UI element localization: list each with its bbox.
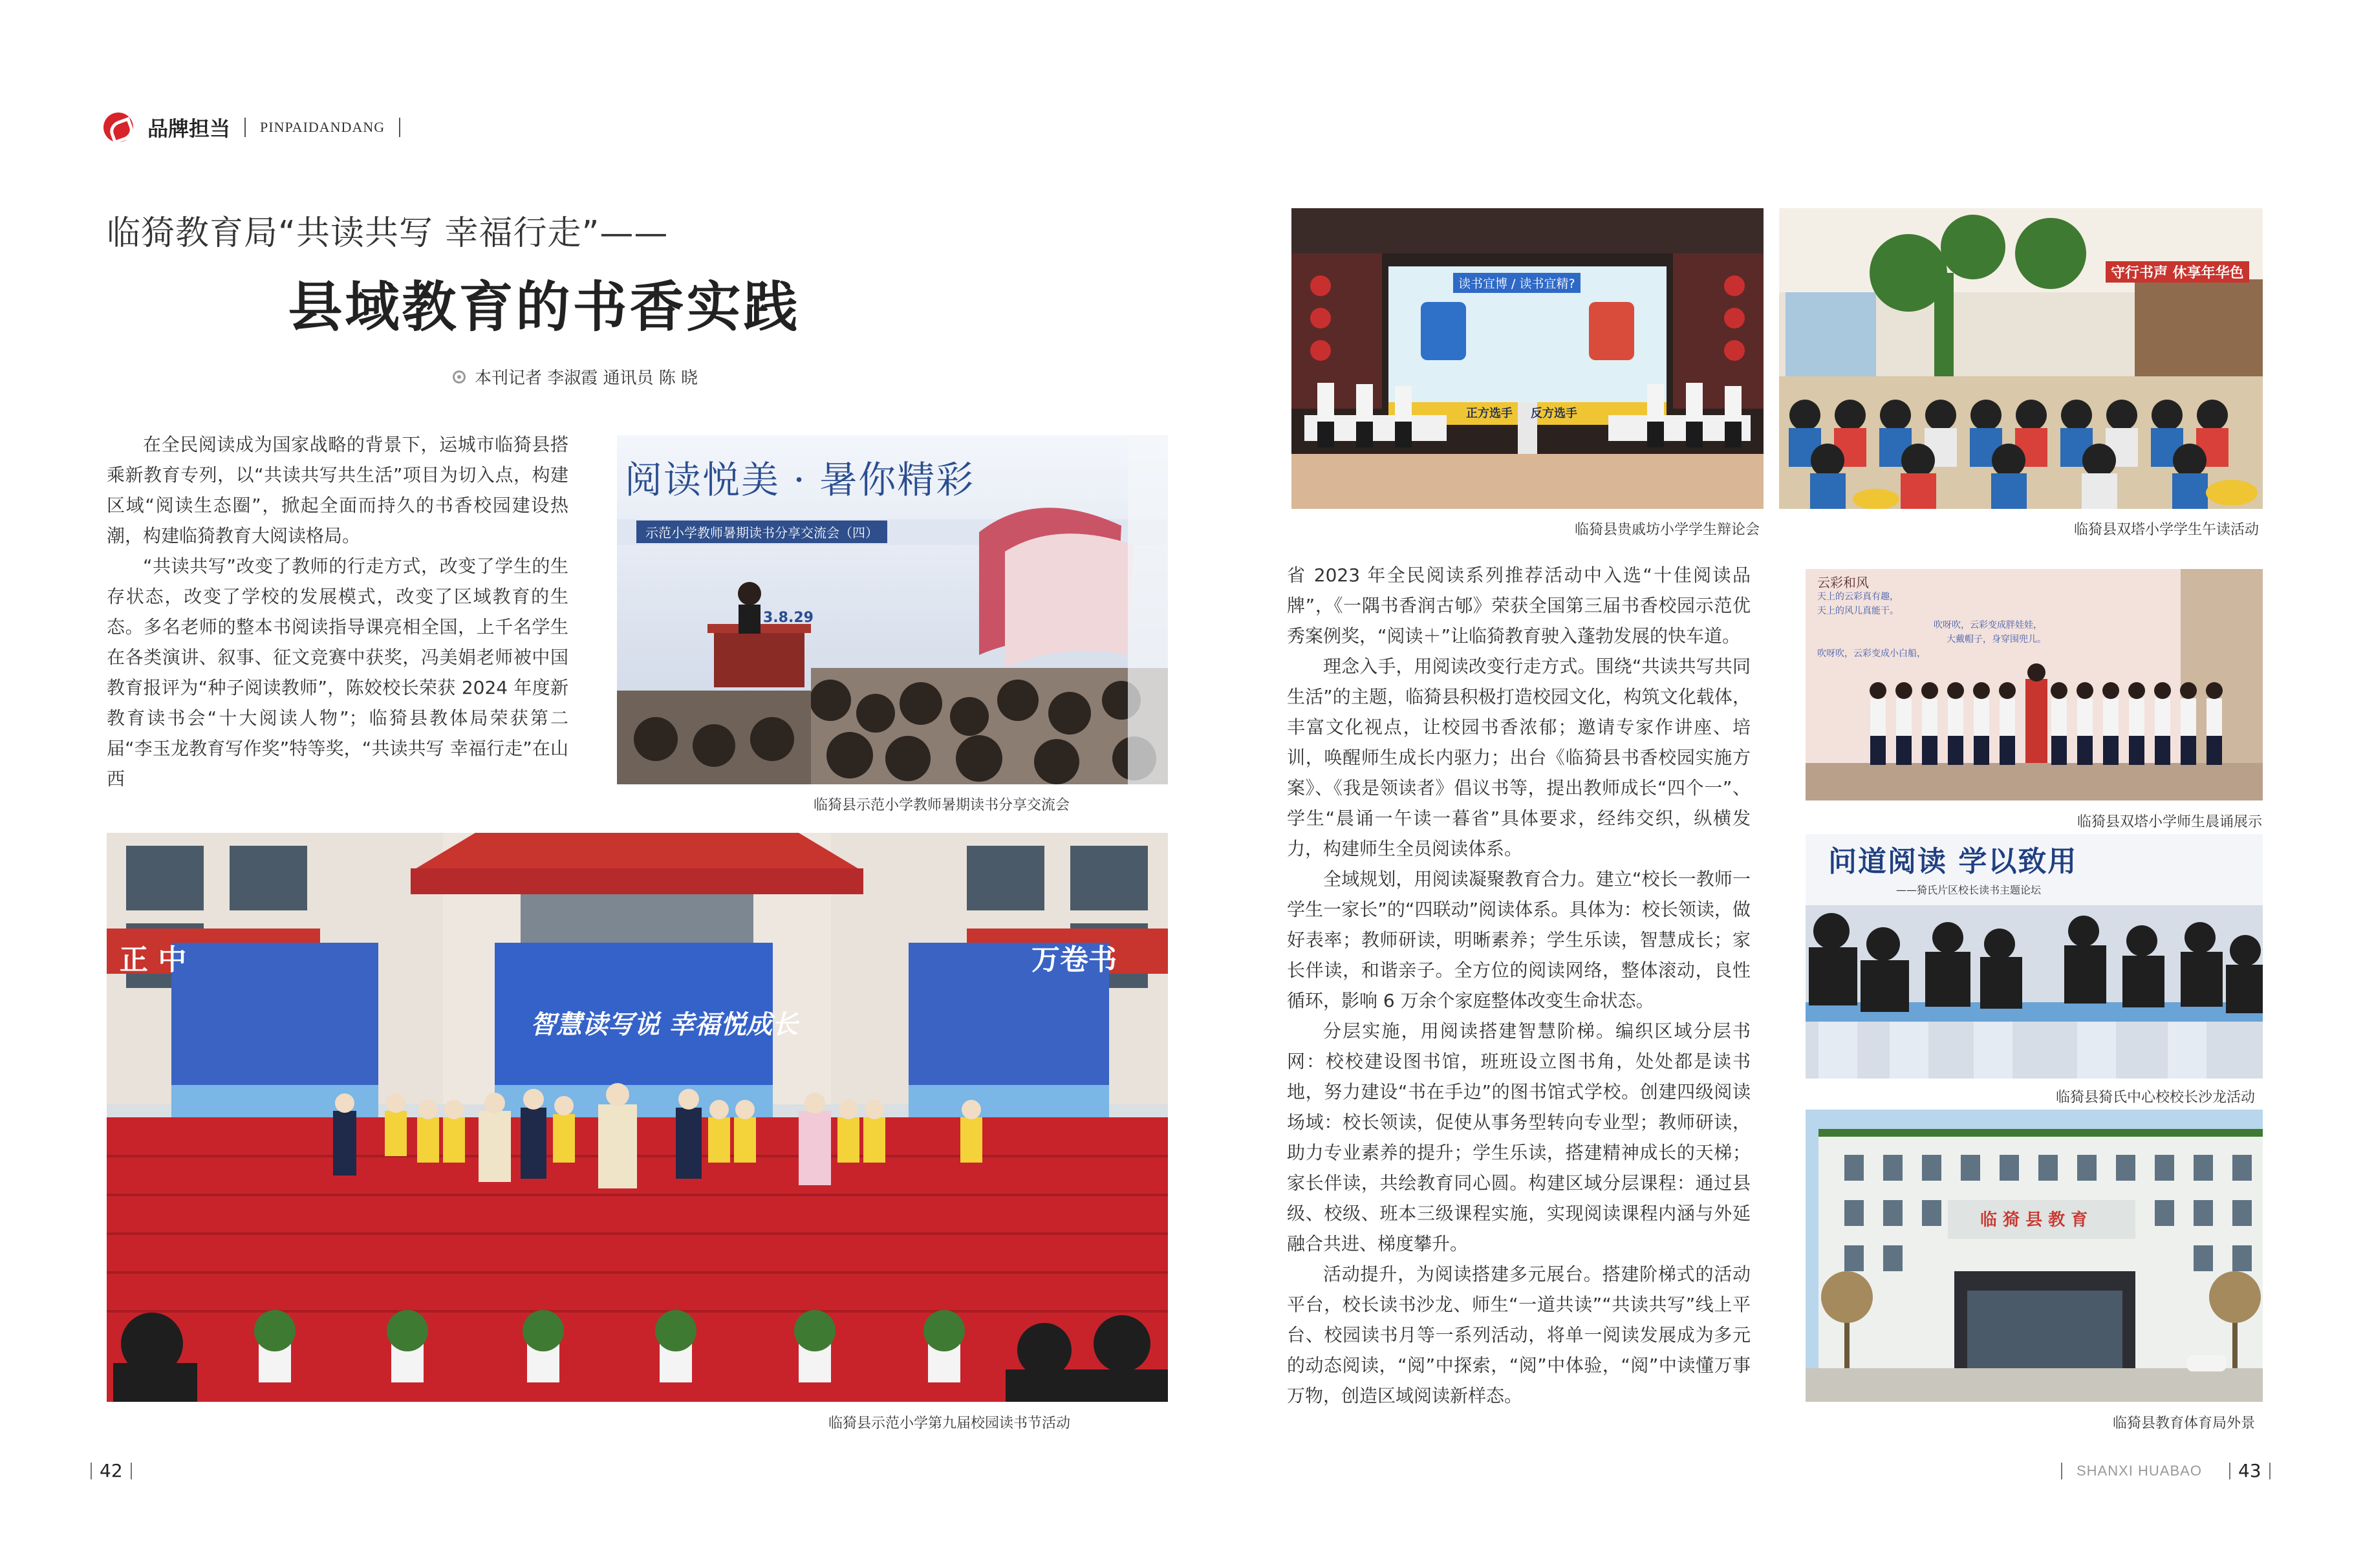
caption-reading-festival: 临猗县示范小学第九届校园读书节活动 (828, 1415, 1071, 1432)
folio-bar (2061, 1463, 2062, 1479)
folio-left (91, 1460, 132, 1481)
paragraph: 在全民阅读成为国家战略的背景下，运城市临猗县搭乘新教育专列，以“共读共写共生活”项目为切入点，构建区域“阅读生态圈”，掀起全面而持久的书香校园建设热潮，构建临猗教育大阅读格局。 (107, 434, 568, 546)
right-page (1182, 0, 2363, 1568)
teacher-share-banner-subtitle: 示范小学教师暑期读书分享交流会（四） (636, 521, 887, 543)
article-title-text: 县域教育的书香实践 (288, 275, 801, 339)
photo-bureau-building (1806, 1110, 2263, 1402)
teacher-share-date: 3.8.29 (763, 610, 814, 626)
article-kicker: 临猗教育局“共读共写 幸福行走”—— (107, 214, 669, 253)
festival-banner-text: 智慧读写说 幸福悦成长 (530, 1010, 798, 1040)
caption-teacher-share: 临猗县示范小学教师暑期读书分享交流会 (814, 797, 1070, 813)
folio-bar (2269, 1463, 2271, 1479)
folio-bar (91, 1463, 92, 1479)
folio-right (2061, 1460, 2271, 1481)
paragraph: 活动提升，为阅读搭建多元展台。搭建阶梯式的活动平台，校长读书沙龙、师生“一道共读”“共读共写”线上平台、校园读书月等一系列活动，将单一阅读发展成为多元的动态阅读，“阅”中探索，“阅”中体验，“阅”中读懂万事万物，创造区域阅读新样态。 (1287, 1263, 1751, 1406)
header-divider (399, 118, 400, 137)
recital-board-line: 云彩和风 (1817, 575, 1869, 590)
paragraph: 全域规划，用阅读凝聚教育合力。建立“校长一教师一学生一家长”的“四联动”阅读体系。具体为：校长领读，做好表率；教师研读，明晰素养；学生乐读，智慧成长；家长伴读，和谐亲子。全方位的阅读网络，整体滚动，良性循环，影响 6 万余个家庭整体改变生命状态。 (1287, 868, 1751, 1011)
photo-noon-reading-scene (1779, 208, 2263, 509)
body-column-left (107, 429, 568, 794)
caption-morning-recital: 临猗县双塔小学师生晨诵展示 (2077, 814, 2263, 830)
recital-board-line: 大戴帽子，身穿围兜儿。 (1947, 634, 2046, 645)
photo-debate-scene (1291, 208, 1764, 509)
recital-board-line: 天上的云彩真有趣， (1817, 592, 1899, 602)
page-number-left: 42 (100, 1460, 123, 1481)
paragraph: 分层实施，用阅读搭建智慧阶梯。编织区域分层书网：校校建设图书馆，班班设立图书角，处处都是读书地，努力建设“书在手边”的图书馆式学校。创建四级阅读场域：校长领读，促使从事务型转向专业型；教师研读，助力专业素养的提升；学生乐读，搭建精神成长的天梯；家长伴读，共绘教育同心圆。构建区域分层课程：通过县级、校级、班本三级课程实施，实现阅读课程内涵与外延融合共进、梯度攀升。 (1287, 1020, 1751, 1254)
folio-bar (131, 1463, 132, 1479)
salon-title: 问道阅读 学以致用 (1828, 845, 2078, 878)
caption-principal-salon: 临猗县猗氏中心校校长沙龙活动 (2056, 1090, 2256, 1106)
debate-screen-title: 读书宜博 / 读书宜精? (1453, 273, 1581, 293)
paragraph: 省 2023 年全民阅读系列推荐活动中入选“十佳阅读品牌”，《一隅书香润古郇》荣获全国第三届书香校园示范优秀案例奖，“阅读＋”让临猗教育驶入蓬勃发展的快车道。 (1287, 564, 1751, 647)
photo-morning-recital (1806, 569, 2263, 800)
section-name: 品牌担当 (147, 116, 231, 141)
byline (453, 365, 698, 389)
teacher-share-banner-title: 阅读悦美 · 暑你精彩 (625, 458, 975, 502)
photo-principal-salon (1806, 834, 2263, 1079)
caption-bureau-building: 临猗县教育体育局外景 (2113, 1415, 2256, 1432)
recital-board-line: 吹呀吹，云彩变成胖娃娃， (1934, 620, 2042, 630)
festival-wall-text-left: 正 中 (120, 943, 187, 976)
salon-subtitle: ——猗氏片区校长读书主题论坛 (1896, 884, 2042, 896)
photo-bureau-building-scene (1806, 1110, 2263, 1402)
recital-board (1817, 575, 2046, 661)
section-pinyin: PINPAIDANDANG (260, 119, 385, 135)
bureau-sign: 临 猗 县 教 育 (1980, 1210, 2088, 1230)
page-number-right: 43 (2238, 1460, 2261, 1481)
photo-reading-festival (107, 833, 1168, 1402)
noon-reading-banner: 守行书声 休享年华色 (2106, 261, 2249, 283)
magazine-name: SHANXI HUABAO (2077, 1462, 2202, 1479)
photo-teacher-share (617, 435, 1168, 784)
paragraph: “共读共写”改变了教师的行走方式，改变了学生的生存状态，改变了学校的发展模式，改变了区域教育的生态。多名老师的整本书阅读指导课亮相全国，上千名学生在各类演讲、叙事、征文竞赛中获奖，冯美娟老师被中国教育报评为“种子阅读教师”，陈姣校长荣获 2024 年度新教育读书会“十大阅读人物”；临猗县教体局荣获第二届“李玉龙教育写作奖”特等奖，“共读共写 幸福行走”在山西 (107, 555, 568, 789)
photo-debate (1291, 208, 1764, 509)
recital-board-line: 吹呀吹，云彩变成小白船， (1817, 649, 1926, 659)
byline-bullet-icon (453, 371, 466, 383)
photo-reading-festival-scene (107, 833, 1168, 1402)
byline-text: 本刊记者 李淑霞 通讯员 陈 晓 (475, 369, 698, 388)
magazine-logo-icon (103, 113, 133, 142)
debate-side-a: 正方选手 (1466, 407, 1513, 420)
caption-noon-reading: 临猗县双塔小学学生午读活动 (2074, 522, 2260, 538)
section-header (103, 111, 400, 144)
body-column-right (1287, 560, 1751, 1411)
article-title (0, 264, 1182, 342)
photo-noon-reading (1779, 208, 2263, 509)
festival-wall-text-right: 万卷书 (1031, 943, 1117, 976)
recital-board-line: 天上的风儿真能干。 (1817, 606, 1899, 616)
paragraph: 理念入手，用阅读改变行走方式。围绕“共读共写共同生活”的主题，临猗县积极打造校园文化，构筑文化载体，丰富文化视点，让校园书香浓郁；邀请专家作讲座、培训，唤醒师生成长内驱力；出台《临猗县书香校园实施方案》、《我是领读者》倡议书等，提出教师成长“四个一”、学生“晨诵一午读一暮省”具体要求，经纬交织，纵横发力，构建师生全员阅读体系。 (1287, 656, 1751, 859)
folio-bar (2229, 1463, 2230, 1479)
header-divider (244, 118, 246, 137)
caption-debate: 临猗县贵戚坊小学学生辩论会 (1575, 522, 1760, 538)
debate-side-b: 反方选手 (1531, 407, 1577, 420)
